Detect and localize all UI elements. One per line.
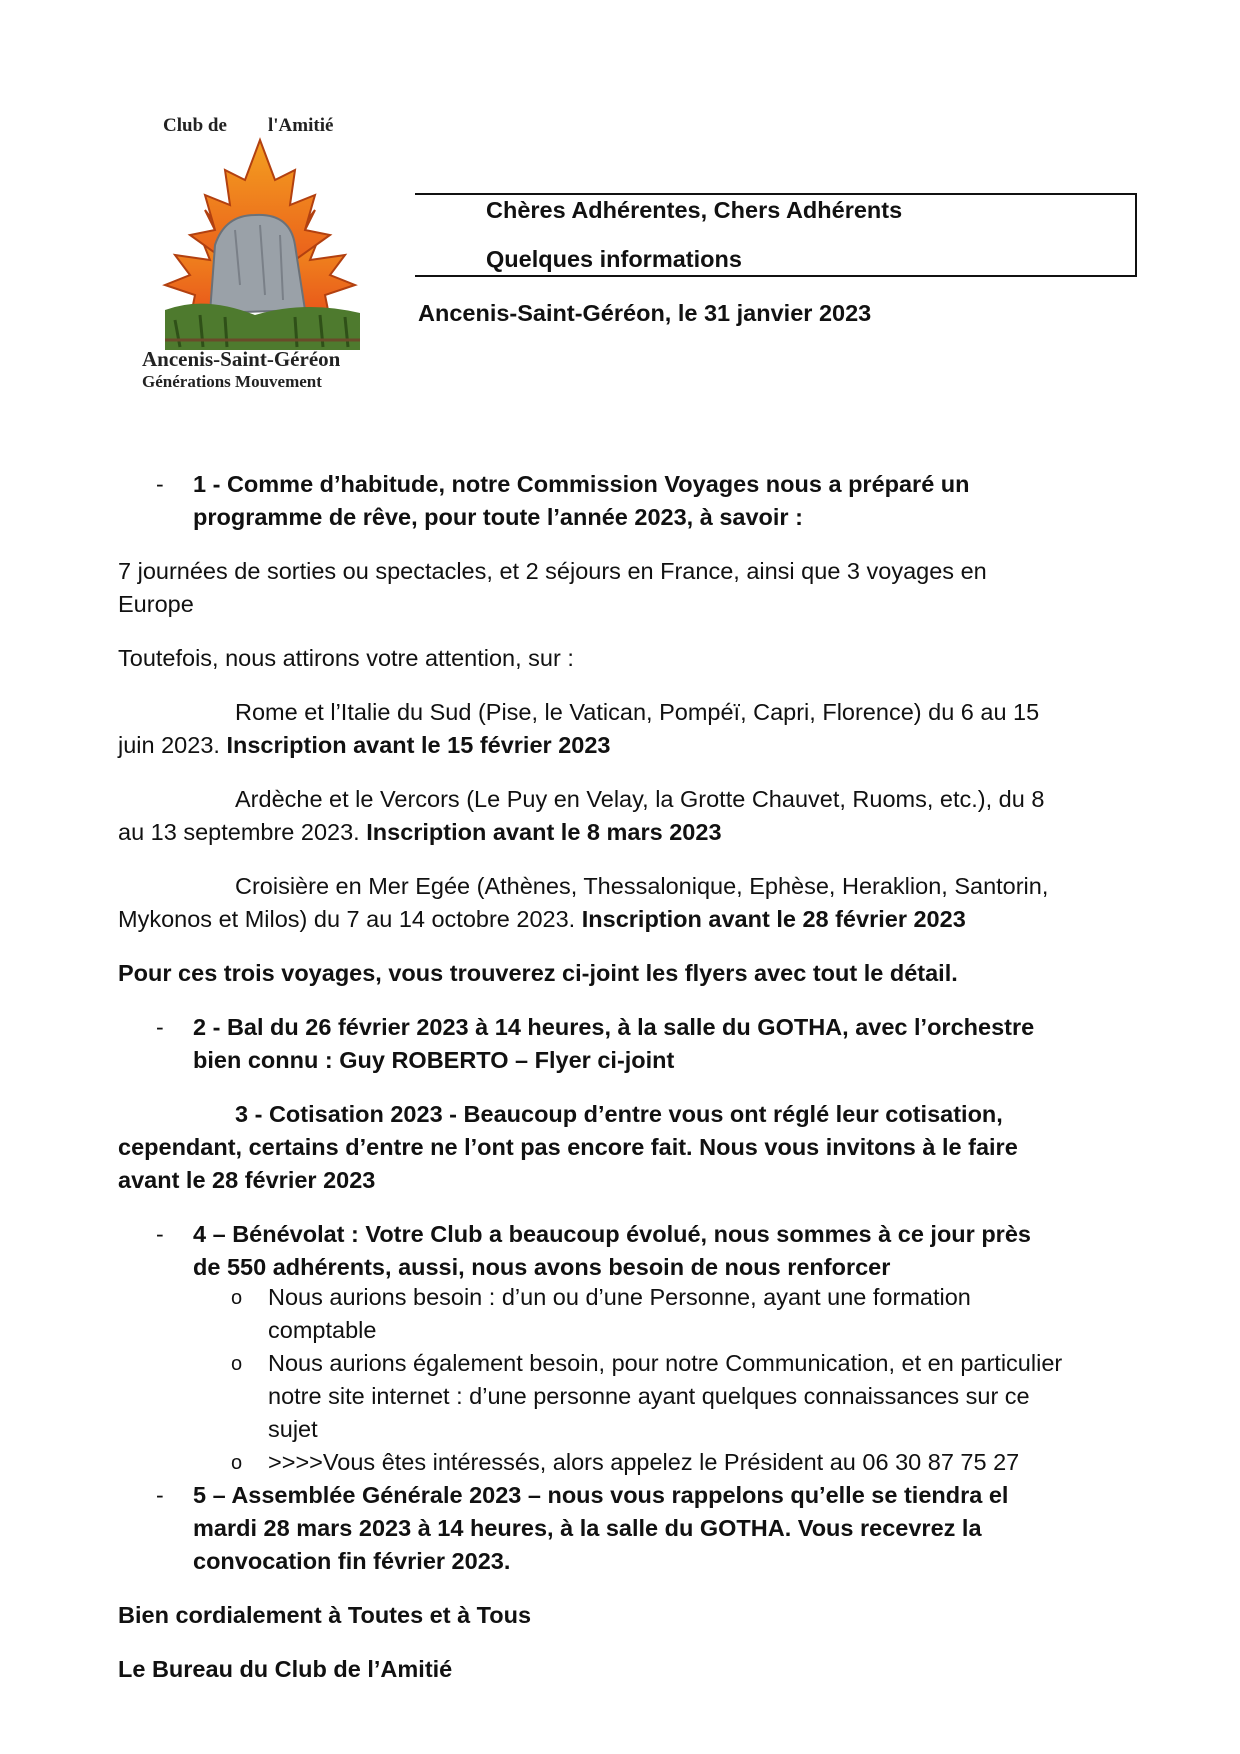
bullet-dash: - — [156, 1221, 164, 1247]
bullet-dash: - — [156, 471, 164, 497]
para1-line-1: 7 journées de sorties ou spectacles, et 2 séjours en France, ainsi que 3 voyages en — [118, 558, 987, 584]
sub-bullet-circle: o — [231, 1353, 243, 1375]
closing-signature: Le Bureau du Club de l’Amitié — [118, 1656, 453, 1682]
trip1-dates: juin 2023. — [118, 732, 220, 758]
flyers-note: Pour ces trois voyages, vous trouverez ci-joint les flyers avec tout le détail. — [118, 960, 958, 986]
item5-line-2: mardi 28 mars 2023 à 14 heures, à la salle du GOTHA. Vous recevrez la — [193, 1515, 982, 1541]
item4-sub2-line-1: Nous aurions également besoin, pour notre Communication, et en particulier — [268, 1350, 1063, 1376]
header-line-2: Quelques informations — [486, 246, 742, 272]
trip1-deadline: Inscription avant le 15 février 2023 — [226, 732, 611, 758]
date-line: Ancenis-Saint-Géréon, le 31 janvier 2023 — [418, 300, 872, 326]
item3-line-3: avant le 28 février 2023 — [118, 1167, 376, 1193]
trip3-deadline: Inscription avant le 28 février 2023 — [581, 906, 966, 932]
item4-sub1-line-1: Nous aurions besoin : d’un ou d’une Personne, ayant une formation — [268, 1284, 971, 1310]
item3-line-2: cependant, certains d’entre ne l’ont pas encore fait. Nous vous invitons à le faire — [118, 1134, 1018, 1160]
item4-sub3: >>>>Vous êtes intéressés, alors appelez le Président au 06 30 87 75 27 — [268, 1449, 1020, 1475]
maple-leaf-emblem — [145, 135, 375, 360]
item4-sub2-line-3: sujet — [268, 1416, 318, 1442]
item5-line-3: convocation fin février 2023. — [193, 1548, 511, 1574]
item5-line-1: 5 – Assemblée Générale 2023 – nous vous rappelons qu’elle se tiendra el — [193, 1482, 1009, 1508]
item4-line-2: de 550 adhérents, aussi, nous avons besoin de nous renforcer — [193, 1254, 891, 1280]
sub-bullet-circle: o — [231, 1287, 243, 1309]
trip3-line-1: Croisière en Mer Egée (Athènes, Thessalonique, Ephèse, Heraklion, Santorin, — [235, 873, 1049, 899]
logo-top-text — [163, 115, 227, 137]
para1-line-2: Europe — [118, 591, 194, 617]
closing-greeting: Bien cordialement à Toutes et à Tous — [118, 1602, 532, 1628]
trip3-dates: Mykonos et Milos) du 7 au 14 octobre 2023. — [118, 906, 576, 932]
trip3-line-2 — [118, 902, 966, 936]
logo-top-text-right: l'Amitié — [268, 115, 334, 136]
trip2-line-1: Ardèche et le Vercors (Le Puy en Velay, la Grotte Chauvet, Ruoms, etc.), du 8 — [235, 786, 1045, 812]
para2: Toutefois, nous attirons votre attention, sur : — [118, 645, 574, 671]
logo-subtitle: Générations Mouvement — [142, 372, 322, 391]
bullet-dash: - — [156, 1482, 164, 1508]
logo-town: Ancenis-Saint-Géréon — [142, 347, 341, 371]
trip2-deadline: Inscription avant le 8 mars 2023 — [366, 819, 722, 845]
logo-top-left: Club de — [163, 115, 227, 136]
trip1-line-2 — [118, 728, 610, 762]
club-logo — [130, 110, 390, 400]
item2-line-1: 2 - Bal du 26 février 2023 à 14 heures, à la salle du GOTHA, avec l’orchestre — [193, 1014, 1035, 1040]
item2-line-2: bien connu : Guy ROBERTO – Flyer ci-joint — [193, 1047, 675, 1073]
bullet-dash: - — [156, 1014, 164, 1040]
trip2-line-2 — [118, 815, 722, 849]
item1-line-1: 1 - Comme d’habitude, notre Commission Voyages nous a préparé un — [193, 471, 970, 497]
trip1-line-1: Rome et l’Italie du Sud (Pise, le Vatican, Pompéï, Capri, Florence) du 6 au 15 — [235, 699, 1040, 725]
item4-sub2-line-2: notre site internet : d’une personne ayant quelques connaissances sur ce — [268, 1383, 1030, 1409]
sub-bullet-circle: o — [231, 1452, 243, 1474]
item4-line-1: 4 – Bénévolat : Votre Club a beaucoup évolué, nous sommes à ce jour près — [193, 1221, 1031, 1247]
item3-line-1: 3 - Cotisation 2023 - Beaucoup d’entre vous ont réglé leur cotisation, — [235, 1101, 1003, 1127]
item4-sub1-line-2: comptable — [268, 1317, 377, 1343]
trip2-dates: au 13 septembre 2023. — [118, 819, 360, 845]
item1-line-2: programme de rêve, pour toute l’année 2023, à savoir : — [193, 504, 803, 530]
header-line-1: Chères Adhérentes, Chers Adhérents — [486, 197, 903, 223]
